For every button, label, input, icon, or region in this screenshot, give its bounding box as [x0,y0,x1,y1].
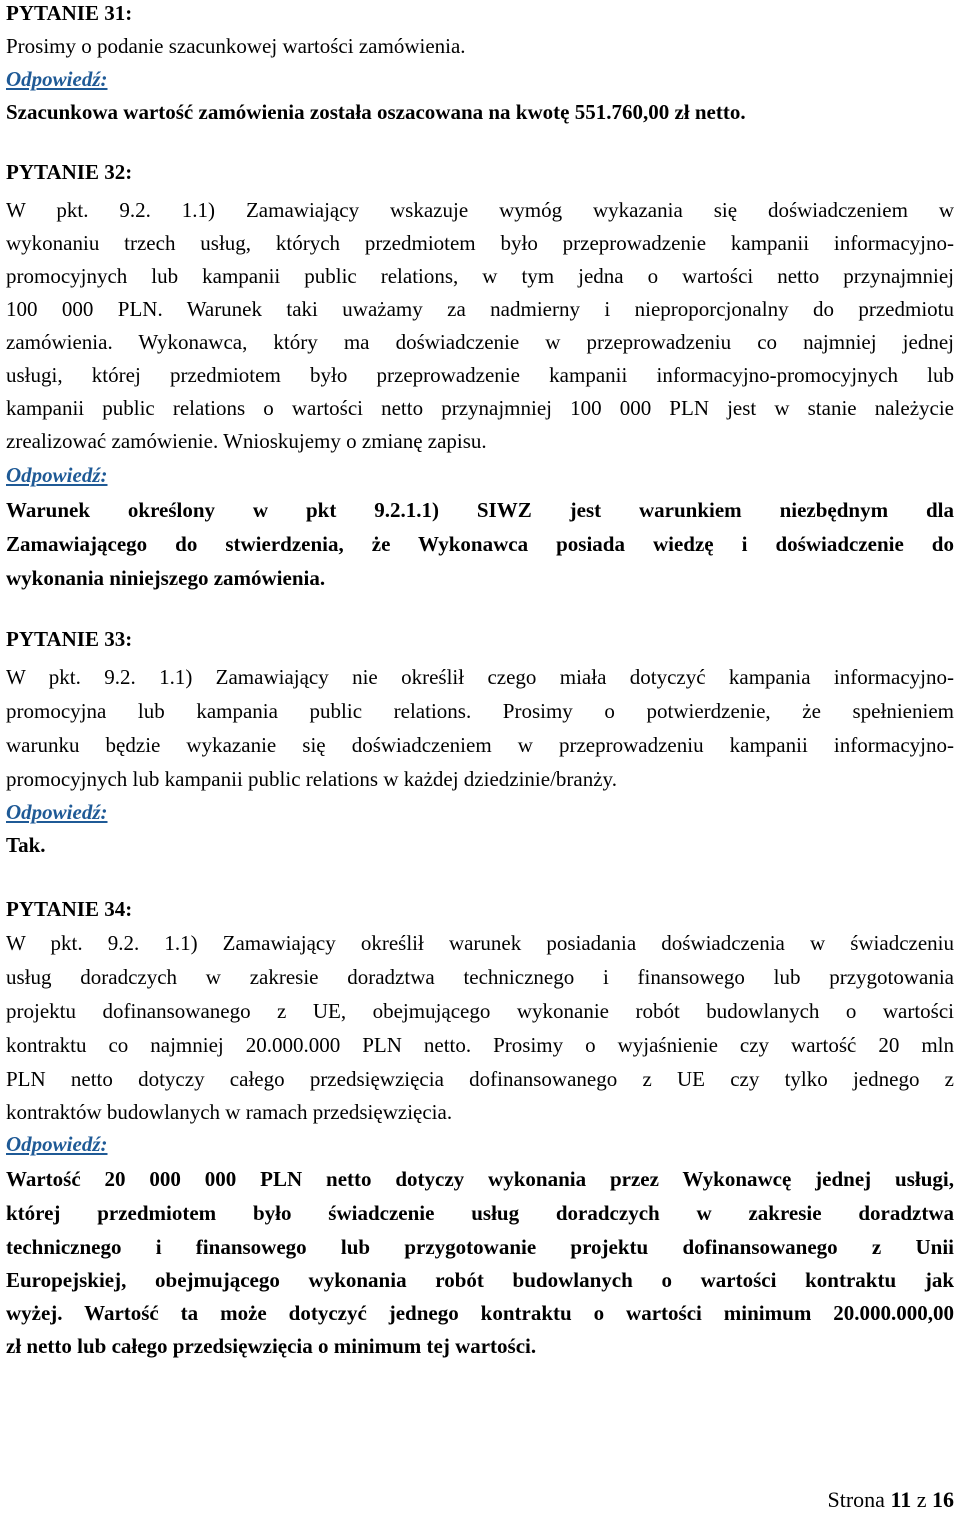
page-number-separator: z [916,1487,927,1512]
q32-question-line: zrealizować zamówienie. Wnioskujemy o zmianę zapisu. [6,429,487,453]
q33-question-line: promocyjnych lub kampanii public relations w każdej dziedzinie/branży. [6,767,617,791]
q34-answer-line: technicznego i finansowego lub przygotowanie projektu dofinansowanego z Unii [6,1235,954,1259]
q31-question: Prosimy o podanie szacunkowej wartości zamówienia. [6,34,466,58]
page-number-prefix: Strona [827,1487,885,1512]
q32-question-line: W pkt. 9.2. 1.1) Zamawiający wskazuje wymóg wykazania się doświadczeniem w [6,198,954,222]
q33-answer: Tak. [6,833,46,857]
q33-heading: PYTANIE 33: [6,627,133,651]
q34-answer-line: zł netto lub całego przedsięwzięcia o minimum tej wartości. [6,1334,537,1358]
q34-answer-line: Europejskiej, obejmującego wykonania robót budowlanych o wartości kontraktu jak [6,1268,954,1292]
page-number-total: 16 [932,1487,954,1512]
q34-question-line: kontraktu co najmniej 20.000.000 PLN netto. Prosimy o wyjaśnienie czy wartość 20 mln [6,1033,954,1057]
q32-question-line: 100 000 PLN. Warunek taki uważamy za nadmierny i nieproporcjonalny do przedmiotu [6,297,954,321]
q33-question-line: W pkt. 9.2. 1.1) Zamawiający nie określił czego miała dotyczyć kampania informacyjno- [6,665,954,689]
q31-answer: Szacunkowa wartość zamówienia została oszacowana na kwotę 551.760,00 zł netto. [6,100,746,124]
q34-question-line: W pkt. 9.2. 1.1) Zamawiający określił warunek posiadania doświadczenia w świadczeniu [6,931,954,955]
q33-answer-label: Odpowiedź: [6,800,108,824]
q32-heading: PYTANIE 32: [6,160,133,184]
q32-answer-line: Zamawiającego do stwierdzenia, że Wykonawca posiada wiedzę i doświadczenie do [6,532,954,556]
q32-question-line: wykonaniu trzech usług, których przedmiotem było przeprowadzenie kampanii informacyjno- [6,231,954,255]
q34-question-line: PLN netto dotyczy całego przedsięwzięcia dofinansowanego z UE czy tylko jednego z [6,1067,954,1091]
q34-question-line: projektu dofinansowanego z UE, obejmującego wykonanie robót budowlanych o wartości [6,999,954,1023]
q34-question-line: usług doradczych w zakresie doradztwa technicznego i finansowego lub przygotowania [6,965,954,989]
q32-question-line: promocyjnych lub kampanii public relations, w tym jedna o wartości netto przynajmniej [6,264,954,288]
q33-question-line: warunku będzie wykazanie się doświadczeniem w przeprowadzeniu kampanii informacyjno- [6,733,954,757]
q32-question-line: zamówienia. Wykonawca, który ma doświadczenie w przeprowadzeniu co najmniej jednej [6,330,954,354]
q34-answer-line: Wartość 20 000 000 PLN netto dotyczy wykonania przez Wykonawcę jednej usługi, [6,1167,954,1191]
page-number-current: 11 [890,1487,912,1512]
q32-question-line: usługi, której przedmiotem było przeprowadzenie kampanii informacyjno-promocyjnych lub [6,363,954,387]
q34-question-line: kontraktów budowlanych w ramach przedsięwzięcia. [6,1100,453,1124]
q31-answer-label: Odpowiedź: [6,67,108,91]
q34-answer-label: Odpowiedź: [6,1132,108,1156]
q34-answer-line: wyżej. Wartość ta może dotyczyć jednego kontraktu o wartości minimum 20.000.000,00 [6,1301,954,1325]
q32-answer-line: wykonania niniejszego zamówienia. [6,566,326,590]
q34-answer-line: której przedmiotem było świadczenie usług doradczych w zakresie doradztwa [6,1201,954,1225]
q32-answer-label: Odpowiedź: [6,463,108,487]
q32-question-line: kampanii public relations o wartości netto przynajmniej 100 000 PLN jest w stanie należycie [6,396,954,420]
q34-heading: PYTANIE 34: [6,897,133,921]
q33-question-line: promocyjna lub kampania public relations. Prosimy o potwierdzenie, że spełnieniem [6,699,954,723]
q32-answer-line: Warunek określony w pkt 9.2.1.1) SIWZ jest warunkiem niezbędnym dla [6,498,954,522]
q31-heading: PYTANIE 31: [6,1,133,25]
